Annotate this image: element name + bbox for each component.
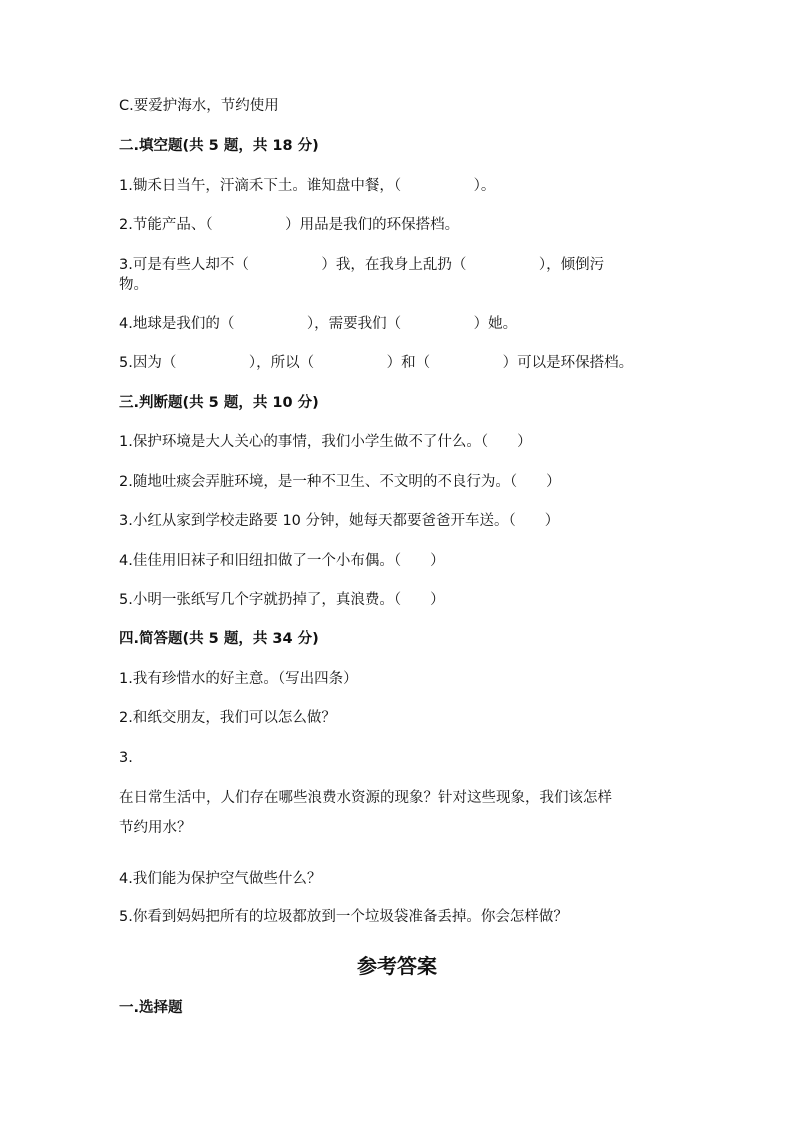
short-question-2: 2.和纸交朋友，我们可以怎么做？ — [119, 710, 336, 726]
option-c-text: C.要爱护海水，节约使用 — [119, 98, 279, 114]
section-3-heading: 三.判断题(共 5 题，共 10 分) — [119, 395, 319, 411]
answer-section-1-heading: 一.选择题 — [119, 1000, 183, 1016]
short-question-3-line-2: 节约用水？ — [119, 820, 192, 836]
judge-question-4: 4.佳佳用旧袜子和旧纽扣做了一个小布偶。（ ） — [119, 553, 445, 569]
fill-question-4: 4.地球是我们的（ ），需要我们（ ）她。 — [119, 316, 518, 332]
short-question-1: 1.我有珍惜水的好主意。（写出四条） — [119, 671, 358, 687]
judge-question-3: 3.小红从家到学校走路要 10 分钟，她每天都要爸爸开车送。（ ） — [119, 513, 560, 529]
fill-question-1: 1.锄禾日当午，汗滴禾下土。谁知盘中餐，（ ）。 — [119, 178, 496, 194]
short-question-5: 5.你看到妈妈把所有的垃圾都放到一个垃圾袋准备丢掉。你会怎样做？ — [119, 909, 568, 925]
short-question-4: 4.我们能为保护空气做些什么？ — [119, 871, 322, 887]
judge-question-2: 2.随地吐痰会弄脏环境，是一种不卫生、不文明的不良行为。（ ） — [119, 474, 561, 490]
section-2-heading: 二.填空题(共 5 题，共 18 分) — [119, 138, 319, 154]
fill-question-3-line-1: 3.可是有些人却不（ ）我，在我身上乱扔（ ），倾倒污 — [119, 257, 605, 273]
fill-question-3-line-2: 物。 — [119, 277, 148, 293]
answer-key-title: 参考答案 — [357, 954, 437, 978]
fill-question-2: 2.节能产品、（ ）用品是我们的环保搭档。 — [119, 217, 460, 233]
section-4-heading: 四.简答题(共 5 题，共 34 分) — [119, 631, 319, 647]
judge-question-1: 1.保护环境是大人关心的事情，我们小学生做不了什么。（ ） — [119, 434, 532, 450]
short-question-3-line-1: 在日常生活中，人们存在哪些浪费水资源的现象？针对这些现象，我们该怎样 — [119, 790, 612, 806]
fill-question-5: 5.因为（ ），所以（ ）和（ ）可以是环保搭档。 — [119, 355, 634, 371]
short-question-3-number: 3. — [119, 750, 133, 766]
judge-question-5: 5.小明一张纸写几个字就扔掉了，真浪费。（ ） — [119, 592, 445, 608]
